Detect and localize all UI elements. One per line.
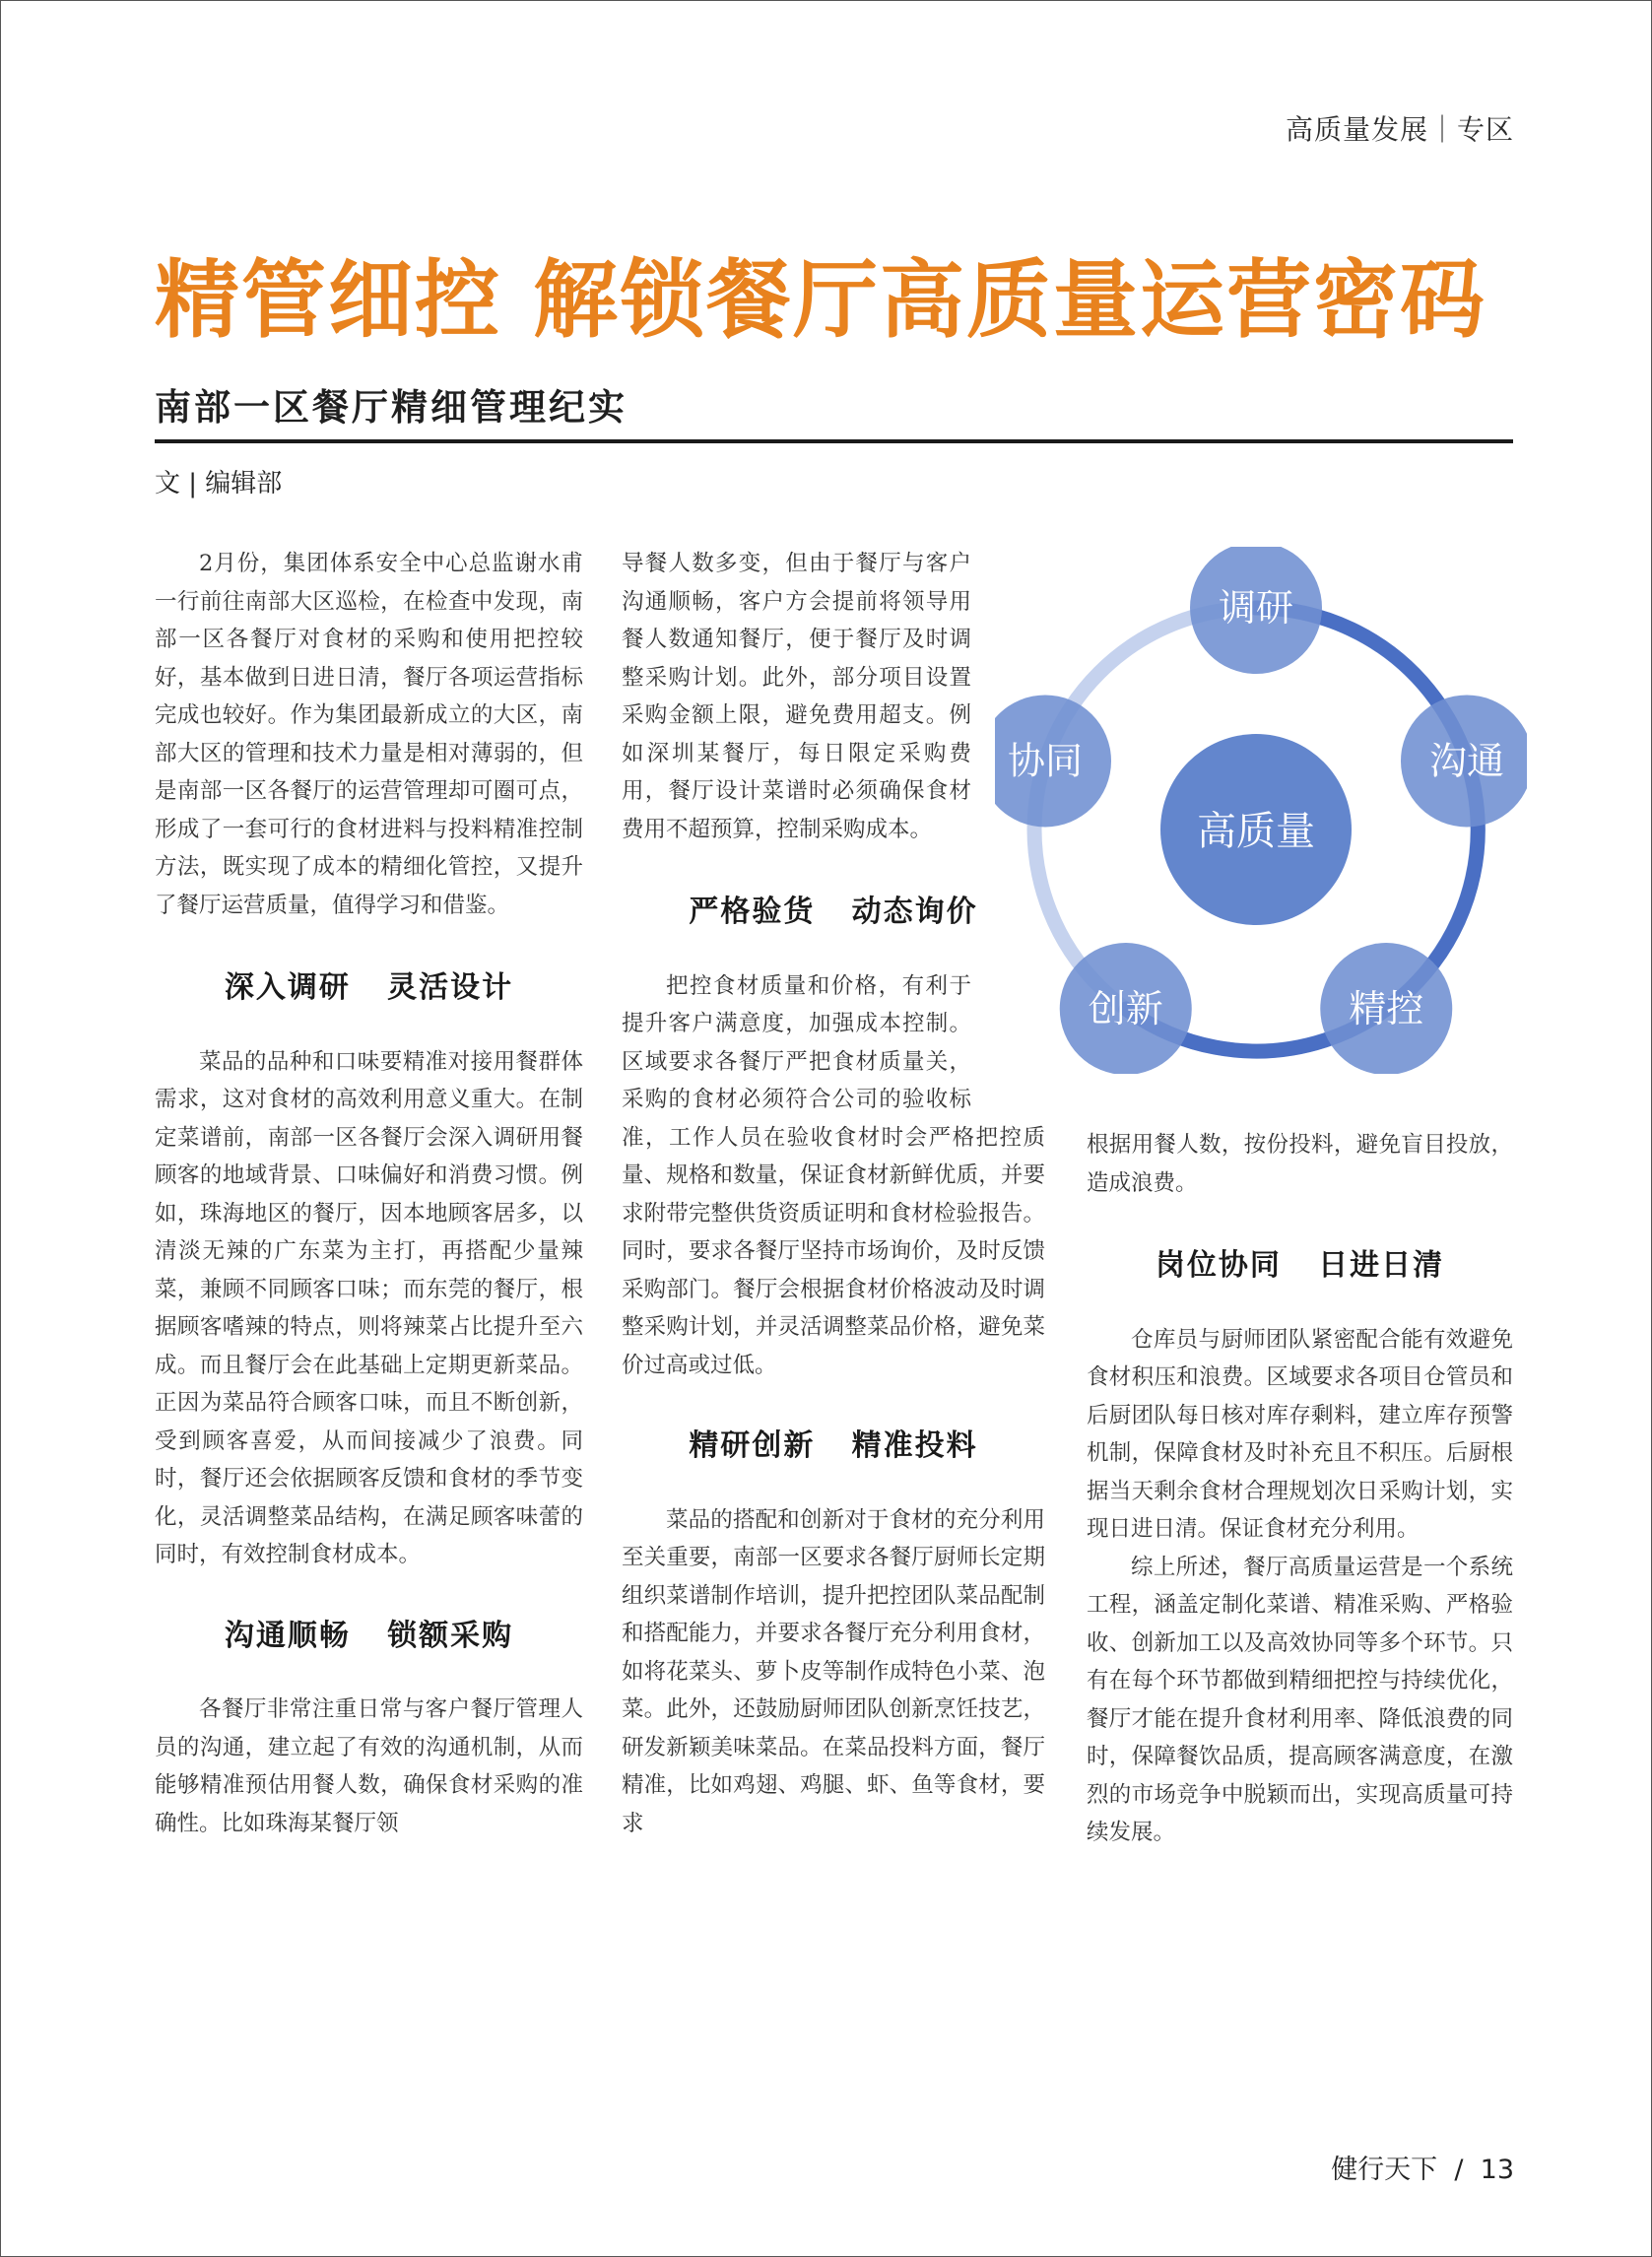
page-footer — [1331, 2148, 1514, 2186]
node-label-1: 调研 — [1218, 586, 1294, 630]
article-title: 精管细控 解锁餐厅高质量运营密码 — [155, 250, 1487, 350]
article-subtitle: 南部一区餐厅精细管理纪实 — [155, 386, 628, 429]
node-label-4: 创新 — [1088, 987, 1163, 1031]
section-header-tag: 高质量发展｜专区 — [1285, 113, 1514, 146]
section-heading-research: 深入调研 灵活设计 — [224, 970, 514, 1005]
node-label-5: 协同 — [1008, 739, 1084, 783]
section-heading-inspection: 严格验货 动态询价 — [689, 895, 978, 929]
section-heading-innovation: 精研创新 精准投料 — [689, 1428, 978, 1463]
title-divider — [155, 439, 1513, 443]
page-number: 13 — [1480, 2155, 1514, 2185]
section-heading-communication: 沟通顺畅 锁额采购 — [224, 1618, 514, 1653]
section-heading-coordination: 岗位协同 日进日清 — [1155, 1248, 1445, 1283]
conclusion-paragraph: 综上所述，餐厅高质量运营是一个系统工程，涵盖定制化菜谱、精准采购、严格验收、创新加工以及高效协同等多个环节。只有在每个环节都做到精细把控与持续优化，餐厅才能在提升食材利用率、降低浪费的同时，保障餐饮品质，提高顾客满意度，在激烈的市场竞争中脱颖而出，实现高质量可持续发展。 — [1087, 1554, 1513, 1845]
section-paragraph-innovation: 菜品的搭配和创新对于食材的充分利用至关重要，南部一区要求各餐厅厨师长定期组织菜谱制作培训，提升把控团队菜品配制和搭配能力，并要求各餐厅充分利用食材，如将花菜头、萝卜皮等制作成特色小菜、泡菜。此外，还鼓励厨师团队创新烹饪技艺，研发新颖美味菜品。在菜品投料方面，餐厅精准，比如鸡翅、鸡腿、虾、鱼等食材，要求 — [622, 1506, 1045, 1836]
continued-paragraph-col2: 导餐人数多变，但由于餐厅与客户沟通顺畅，客户方会提前将领导用餐人数通知餐厅，便于餐厅及时调整采购计划。此外，部分项目设置采购金额上限，避免费用超支。例如深圳某餐厅，每日限定采购费用，餐厅设计菜谱时必须确保食材费用不超预算，控制采购成本。 — [622, 551, 971, 842]
footer-separator: / — [1454, 2155, 1464, 2185]
node-label-2: 沟通 — [1428, 739, 1504, 783]
section-paragraph-communication: 各餐厅非常注重日常与客户餐厅管理人员的沟通，建立起了有效的沟通机制，从而能够精准预估用餐人数，确保食材采购的准确性。比如珠海某餐厅领 — [155, 1696, 583, 1836]
text-column-3 — [1087, 1126, 1513, 1852]
magazine-name: 健行天下 — [1331, 2155, 1438, 2185]
section-paragraph-coordination: 仓库员与厨师团队紧密配合能有效避免食材积压和浪费。区域要求各项目仓管员和后厨团队每日核对库存剩料，建立库存预警机制，保障食材及时补充且不积压。后厨根据当天剩余食材合理规划次日采购计划，实现日进日清。保证食材充分利用。 — [1087, 1326, 1513, 1542]
node-label-3: 精控 — [1349, 987, 1424, 1031]
cycle-diagram — [995, 547, 1527, 1074]
center-label: 高质量 — [1197, 809, 1315, 854]
text-column-2 — [622, 545, 1045, 1842]
text-column-1 — [155, 545, 583, 1842]
continued-paragraph-col3: 根据用餐人数，按份投料，避免盲目投放，造成浪费。 — [1087, 1132, 1513, 1196]
intro-paragraph: 2月份，集团体系安全中心总监谢水甫一行前往南部大区巡检，在检查中发现，南部一区各餐厅对食材的采购和使用把控较好，基本做到日进日清，餐厅各项运营指标完成也较好。作为集团最新成立的大区，南部大区的管理和技术力量是相对薄弱的，但是南部一区各餐厅的运营管理却可圈可点，形成了一套可行的食材进料与投料精准控制方法，既实现了成本的精细化管控，又提升了餐厅运营质量，值得学习和借鉴。 — [155, 551, 583, 918]
byline: 文 | 编辑部 — [155, 469, 283, 498]
section-paragraph-research: 菜品的品种和口味要精准对接用餐群体需求，这对食材的高效利用意义重大。在制定菜谱前，南部一区各餐厅会深入调研用餐顾客的地域背景、口味偏好和消费习惯。例如，珠海地区的餐厅，因本地顾客居多，以清淡无辣的广东菜为主打，再搭配少量辣菜，兼顾不同顾客口味；而东莞的餐厅，根据顾客嗜辣的特点，则将辣菜占比提升至六成。而且餐厅会在此基础上定期更新菜品。正因为菜品符合顾客口味，而且不断创新，受到顾客喜爱，从而间接减少了浪费。同时，餐厅还会依据顾客反馈和食材的季节变化，灵活调整菜品结构，在满足顾客味蕾的同时，有效控制食材成本。 — [155, 1048, 583, 1567]
section-paragraph-inspection: 把控食材质量和价格，有利于提升客户满意度，加强成本控制。区域要求各餐厅严把食材质量关，采购的食材必须符合公司的验收标准，工作人员在验收食材时会严格把控质量、规格和数量，保证食材新鲜优质，并要求附带完整供货资质证明和食材检验报告。同时，要求各餐厅坚持市场询价，及时反馈采购部门。餐厅会根据食材价格波动及时调整采购计划，并灵活调整菜品价格，避免菜价过高或过低。 — [622, 972, 1045, 1378]
